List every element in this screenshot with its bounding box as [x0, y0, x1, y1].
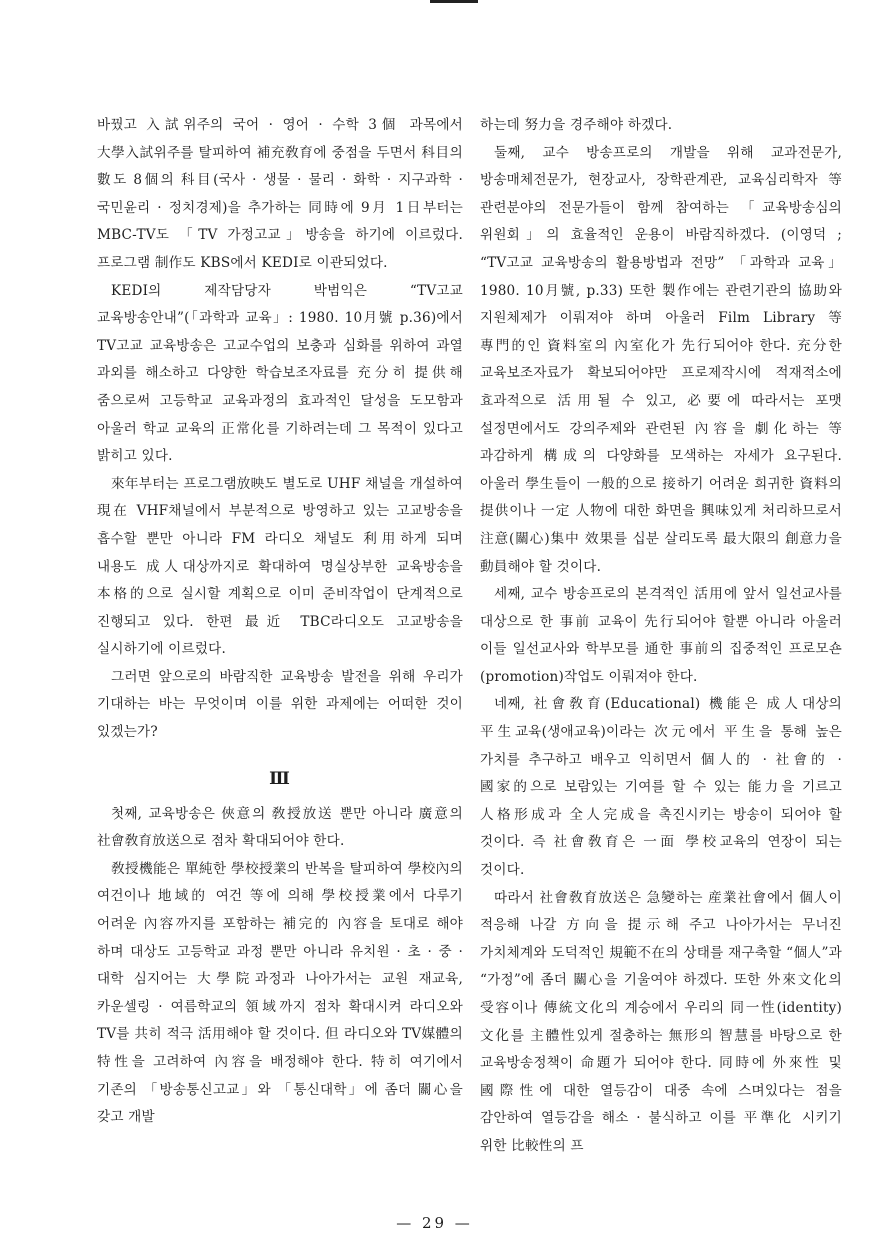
page-number: — 29 — [396, 1214, 473, 1232]
paragraph: 그러면 앞으로의 바람직한 교육방송 발전을 위해 우리가 기대하는 바는 무엇이며 이를 위한 과제에는 어떠한 것이 있겠는가? [97, 668, 463, 741]
paragraph: 하는데 努力을 경주해야 하겠다. [480, 117, 673, 133]
paragraph: 來年부터는 프로그램放映도 별도로 UHF 채널을 개설하여 現在 VHF채널에서 부분적으로 방영하고 있는 고교방송을 흡수할 뿐만 아니라 FM 라디오 채널도 利用하게 되며 내용도 成人대상까지로 확대하여 명실상부한 교육방송을 本格的으로 실시할 계획으로 이미 준비작업이 단계적으로 진행되고 있다. 한편 最近 TBC라디오도 고교방송을 실시하기에 이르렀다. [97, 475, 463, 658]
paragraph: 첫째, 교육방송은 俠意의 敎授放送 뿐만 아니라 廣意의 社會敎育放送으로 점차 확대되어야 한다. [97, 805, 463, 850]
top-rule [430, 0, 478, 3]
section-heading: Ⅲ [269, 768, 291, 789]
paragraph: 바꿨고 入試위주의 국어 · 영어 · 수학 3個 과목에서 大學入試위주를 탈피하여 補充敎育에 중점을 두면서 科目의 數도 8個의 科目(국사 · 생물 · 물리 · 화학 · 지구과학 · 국민윤리 · 정치경제)을 추가하는 同時에 9月 1日부터는 MBC-TV도 「TV 가정고교」방송을 하기에 이르렀다. 프로그램 制作도 KBS에서 KEDI로 이관되었다. [97, 117, 463, 271]
paragraph: 따라서 社會敎育放送은 急變하는 産業社會에서 個人이 적응해 나갈 方向을 提示해 주고 나아가서는 무너진 가치체계와 도덕적인 規範不在의 상태를 재구축할 “個人”과 “가정”에 좀더 關心을 기울여야 하겠다. 또한 外來文化의 受容이나 傳統文化의 계승에서 우리의 同一性(identity) 文化를 主體性있게 절충하는 無形의 智慧를 바탕으로 한 교육방송정책이 命題가 되어야 한다. 同時에 外來性 및 國際性에 대한 열등감이 대중 속에 스며있다는 점을 감안하여 열등감을 해소 · 불식하고 이를 平準化 시키기 위한 比較性의 프 [480, 889, 842, 1154]
paragraph: KEDI의 제작담당자 박범익은 “TV고교 교육방송안내”(「과학과 교육」: 1980. 10月號 p.36)에서 TV고교 교육방송은 고교수업의 보충과 심화를 위하여 과열 과외를 해소하고 다양한 학습보조자료를 充分히 提供해 줌으로써 고등학교 교육과정의 효과적인 달성을 도모함과 아울러 학교 교육의 正常化를 기하려는데 그 목적이 있다고 밝히고 있다. [97, 282, 463, 465]
paragraph: 둘째, 교수 방송프로의 개발을 위해 교과전문가, 방송매체전문가, 현장교사, 장학관계관, 교육심리학자 等 관련분야의 전문가들이 함께 참여하는 「교육방송심의 위원회」의 효율적인 운용이 바람직하겠다. (이영덕 ; “TV고교 교육방송의 활용방법과 전망” 「과학과 교육」 1980. 10月號, p.33) 또한 製作에는 관련기관의 協助와 지원체제가 이뤄져야 하며 아울러 Film Library 等 專門的인 資料室의 內室化가 先行되어야 한다. 充分한 교육보조자료가 확보되어야만 프로제작시에 적재적소에 효과적으로 活用될 수 있고, 必要에 따라서는 포맷 설정면에서도 강의주제와 관련된 內容을 劇化하는 等 과감하게 構成의 다양화를 모색하는 자세가 요구된다. 아울러 學生들이 一般的으로 接하기 어려운 희귀한 資料의 提供이나 一定 人物에 대한 화면을 興味있게 처리하므로서 注意(關心)集中 效果를 십분 살리도록 最大限의 創意力을 動員해야 할 것이다. [480, 144, 842, 575]
right-column [480, 112, 842, 1161]
paragraph: 세째, 교수 방송프로의 본격적인 活用에 앞서 일선교사를 대상으로 한 事前 교육이 先行되어야 할뿐 아니라 아울러 이들 일선교사와 학부모를 通한 事前의 집중적인 프로모숀(promotion)작업도 이뤄져야 한다. [480, 586, 842, 685]
left-column [97, 112, 463, 1132]
paragraph: 네째, 社會敎育(Educational) 機能은 成人대상의 平生교육(생애교육)이라는 次元에서 平生을 통해 높은 가치를 추구하고 배우고 익히면서 個人的 · 社會的 · 國家的으로 보람있는 기여를 할 수 있는 能力을 기르고 人格形成과 全人完成을 촉진시키는 방송이 되어야 할 것이다. 즉 社會敎育은 一面 學校교육의 연장이 되는 것이다. [480, 696, 842, 879]
paragraph: 敎授機能은 單純한 學校授業의 반복을 탈피하여 學校內의 여건이나 地域的 여건 等에 의해 學校授業에서 다루기 어려운 內容까지를 포함하는 補完的 內容을 토대로 해야 하며 대상도 고등학교 과정 뿐만 아니라 유치원 · 초 · 중 · 대학 심지어는 大學院과정과 나아가서는 교원 재교육, 카운셀링 · 여름학교의 領域까지 점차 확대시켜 라디오와 TV를 共히 적극 活用해야 할 것이다. 但 라디오와 TV媒體의 特性을 고려하여 內容을 배정해야 한다. 特히 여기에서 기존의 「방송통신고교」와 「통신대학」에 좀더 關心을 갖고 개발 [97, 860, 463, 1126]
